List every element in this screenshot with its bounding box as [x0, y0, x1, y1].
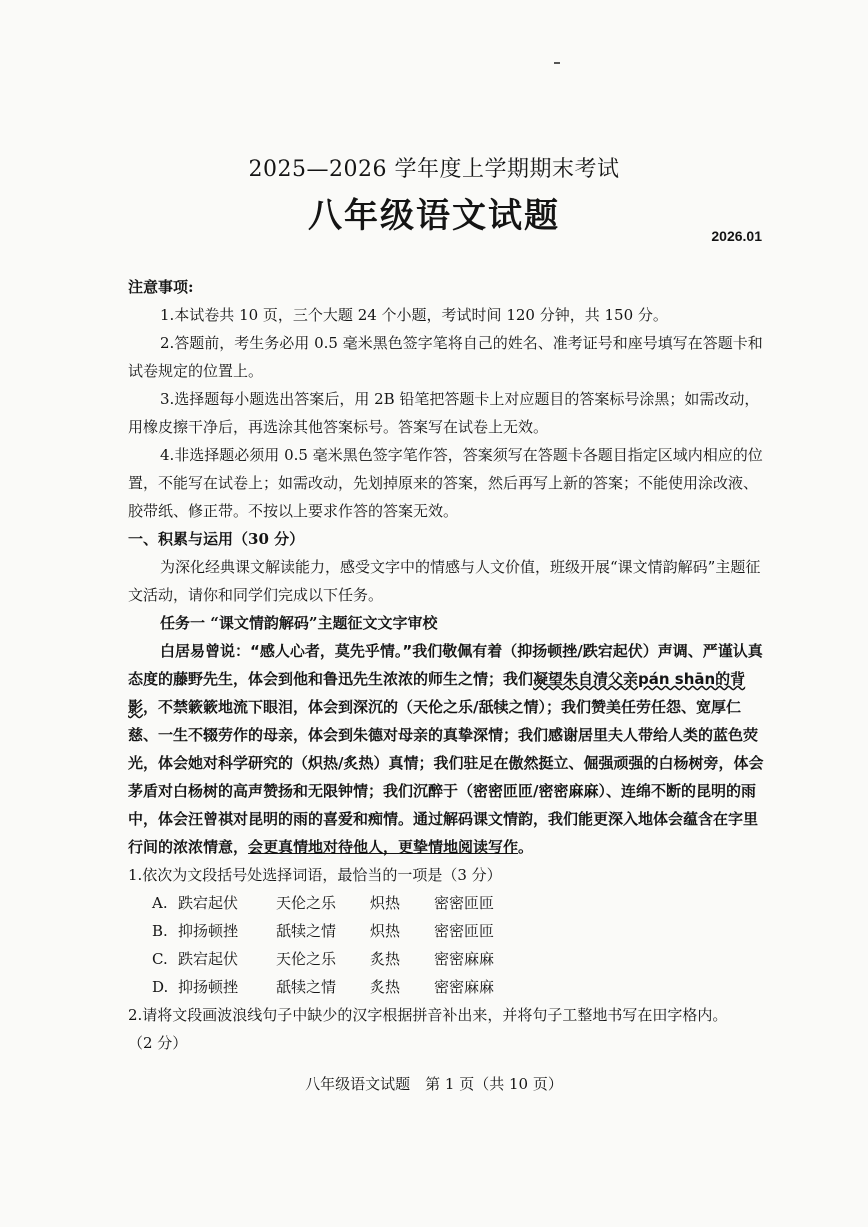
option-word-2: 天伦之乐 [276, 894, 337, 912]
option-word-4: 密密匝匝 [434, 922, 495, 940]
option-letter: D. [152, 978, 169, 996]
option-word-1: 抑扬顿挫 [178, 978, 239, 996]
notice-heading: 注意事项: [128, 278, 194, 296]
question-2-stem: 2.请将文段画波浪线句子中缺少的汉字根据拼音补出来，并将句子工整地书写在田字格内。 [128, 1006, 728, 1024]
question-1-options [152, 889, 764, 1001]
option-letter: B. [152, 922, 168, 940]
option-word-3: 炽热 [370, 894, 401, 912]
section1-heading: 一、积累与运用（30 分） [128, 530, 305, 548]
passage-part3: 。 [518, 838, 534, 856]
option-word-4: 密密麻麻 [434, 978, 495, 996]
option-word-1: 抑扬顿挫 [178, 922, 239, 940]
wavy-underlined-sentence: 凝望朱自清父亲pán shān的背影 [128, 670, 746, 716]
option-d [152, 973, 764, 1001]
underlined-sentence: 会更真情地对待他人，更挚情地阅读写作 [248, 838, 519, 856]
option-word-3: 炙热 [370, 978, 401, 996]
passage-part1: 白居易曾说：“感人心者，莫先乎情。”我们敬佩有着（抑扬顿挫/跌宕起伏）声调、严谨认真态度的藤野先生，体会到他和鲁迅先生浓浓的师生之情；我们 [128, 642, 763, 688]
option-letter: C. [152, 950, 168, 968]
page-footer: 八年级语文试题 第 1 页（共 10 页） [305, 1075, 563, 1093]
exam-title-line1: 2025—2026 学年度上学期期末考试 [248, 157, 620, 182]
option-word-3: 炙热 [370, 950, 401, 968]
option-word-3: 炽热 [370, 922, 401, 940]
notice-item-4: 4.非选择题必须用 0.5 毫米黑色签字笔作答，答案须写在答题卡各题目指定区域内相应的位置，不能写在试卷上；如需改动，先划掉原来的答案，然后再写上新的答案；不能使用涂改液、胶带纸、修正带。不按以上要求作答的答案无效。 [128, 446, 763, 520]
option-word-2: 天伦之乐 [276, 950, 337, 968]
passage [128, 637, 764, 861]
section1-intro: 为深化经典课文解读能力，感受文字中的情感与人文价值，班级开展“课文情韵解码”主题征文活动，请你和同学们完成以下任务。 [128, 558, 761, 604]
exam-title-line2: 八年级语文试题 [308, 196, 560, 236]
option-b [152, 917, 764, 945]
option-letter: A. [152, 894, 168, 912]
notice-item-1: 1.本试卷共 10 页，三个大题 24 个小题，考试时间 120 分钟，共 150 分。 [160, 306, 668, 324]
option-word-1: 跌宕起伏 [178, 894, 239, 912]
passage-part2: ，不禁簌簌地流下眼泪，体会到深沉的（天伦之乐/舐犊之情）；我们赞美任劳任怨、宽厚仁慈、一生不辍劳作的母亲，体会到朱德对母亲的真挚深情；我们感谢居里夫人带给人类的蓝色荧光，体会她对科学研究的（炽热/炙热）真情；我们驻足在傲然挺立、倔强顽强的白杨树旁，体会茅盾对白杨树的高声赞扬和无限钟情；我们沉醉于（密密匝匝/密密麻麻）、连绵不断的昆明的雨中，体会汪曾祺对昆明的雨的喜爱和痴情。通过解码课文情韵，我们能更深入地体会蕴含在字里行间的浓浓情意， [128, 698, 764, 856]
option-word-4: 密密匝匝 [434, 894, 495, 912]
option-word-1: 跌宕起伏 [178, 950, 239, 968]
scan-speck [554, 62, 560, 64]
exam-body [128, 273, 764, 1057]
notice-item-3: 3.选择题每小题选出答案后，用 2B 铅笔把答题卡上对应题目的答案标号涂黑；如需改动，用橡皮擦干净后，再选涂其他答案标号。答案写在试卷上无效。 [128, 390, 760, 436]
option-c [152, 945, 764, 973]
option-word-2: 舐犊之情 [276, 978, 337, 996]
option-a [152, 889, 764, 917]
option-word-4: 密密麻麻 [434, 950, 495, 968]
notice-item-2: 2.答题前，考生务必用 0.5 毫米黑色签字笔将自己的姓名、准考证号和座号填写在答题卡和试卷规定的位置上。 [128, 334, 763, 380]
task1-heading: 任务一 “课文情韵解码”主题征文文字审校 [160, 614, 438, 632]
option-word-2: 舐犊之情 [276, 922, 337, 940]
question-2-score: （2 分） [128, 1034, 188, 1052]
exam-date: 2026.01 [711, 228, 762, 244]
question-1-stem: 1.依次为文段括号处选择词语，最恰当的一项是（3 分） [128, 866, 502, 884]
